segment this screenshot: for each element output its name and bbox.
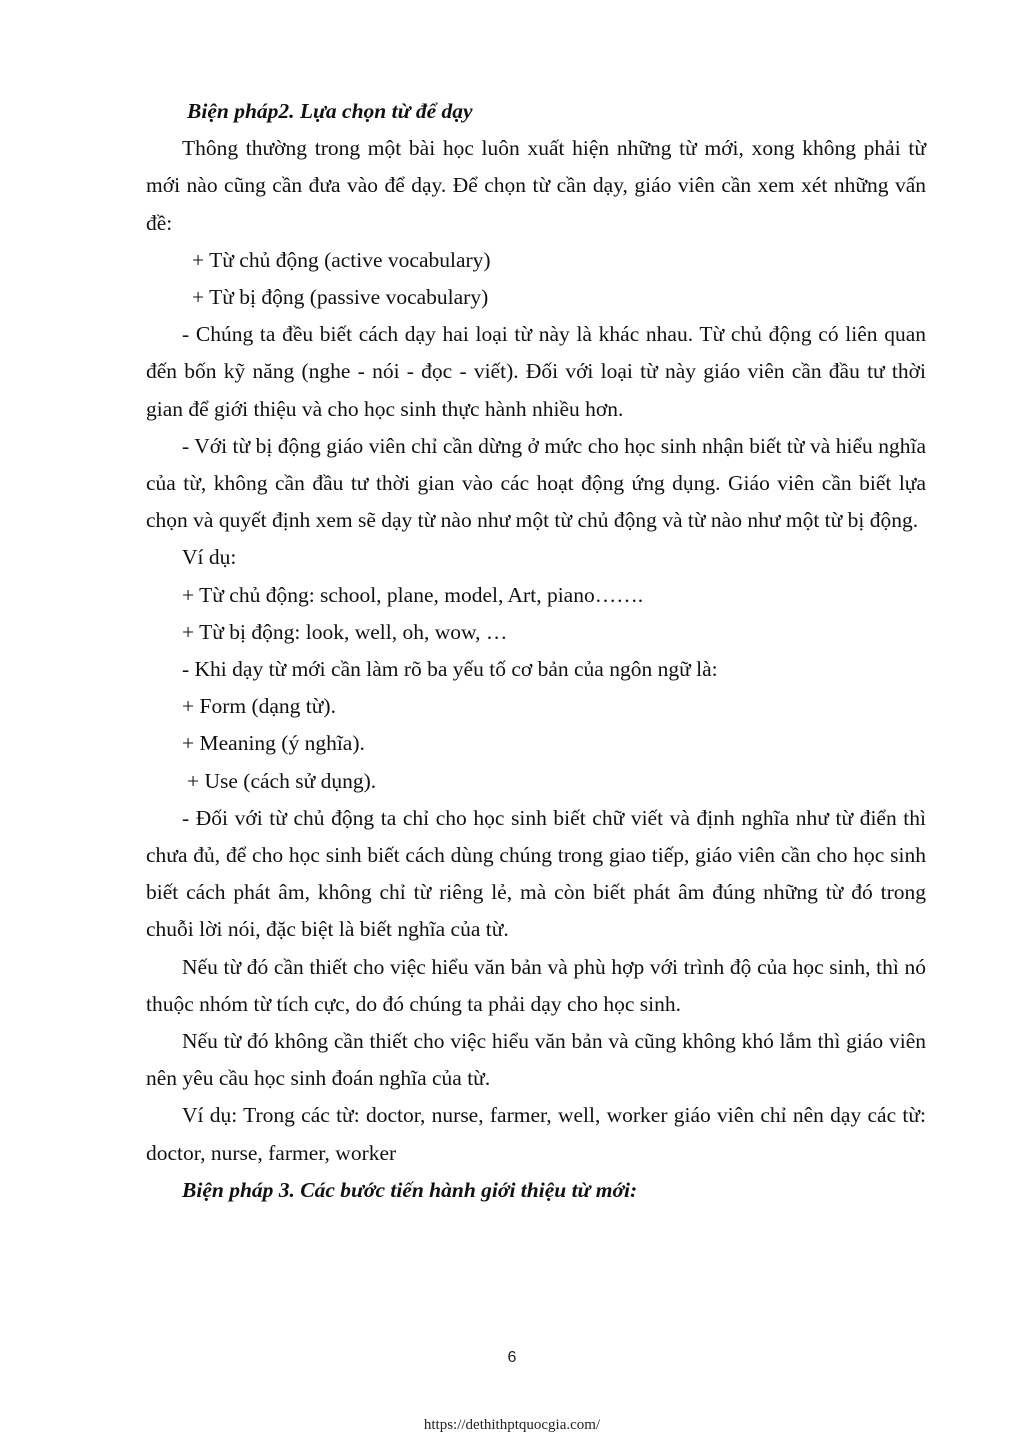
example-passive: + Từ bị động: look, well, oh, wow, … <box>182 619 508 644</box>
paragraph-6: Nếu từ đó cần thiết cho việc hiểu văn bản và phù hợp với trình độ của học sinh, thì nó thuộc nhóm từ tích cực, do đó chúng ta phải dạy cho học sinh. <box>146 954 926 1016</box>
example-active: + Từ chủ động: school, plane, model, Art, piano……. <box>182 582 644 607</box>
section-heading-3: Biện pháp 3. Các bước tiến hành giới thiệu từ mới: <box>182 1177 638 1202</box>
paragraph-5: - Đối với từ chủ động ta chỉ cho học sinh biết chữ viết và định nghĩa như từ điển thì chưa đủ, để cho học sinh biết cách dùng chúng trong giao tiếp, giáo viên cần cho học sinh biết cách phát âm, không chỉ từ riêng lẻ, mà còn biết phát âm đúng những từ đó trong chuỗi lời nói, đặc biệt là biết nghĩa của từ. <box>146 805 926 942</box>
paragraph-4: - Khi dạy từ mới cần làm rõ ba yếu tố cơ bản của ngôn ngữ là: <box>182 657 718 682</box>
paragraph-7: Nếu từ đó không cần thiết cho việc hiểu văn bản và cũng không khó lắm thì giáo viên nên yêu cầu học sinh đoán nghĩa của từ. <box>146 1029 926 1091</box>
paragraph-1: Thông thường trong một bài học luôn xuất hiện những từ mới, xong không phải từ mới nào cũng cần đưa vào để dạy. Để chọn từ cần dạy, giáo viên cần xem xét những vấn đề: <box>146 136 926 235</box>
paragraph-2: - Chúng ta đều biết cách dạy hai loại từ này là khác nhau. Từ chủ động có liên quan đến bốn kỹ năng (nghe - nói - đọc - viết). Đối với loại từ này giáo viên cần đầu tư thời gian để giới thiệu và cho học sinh thực hành nhiều hơn. <box>146 322 926 421</box>
footer-url: https://dethithptquocgia.com/ <box>423 1417 601 1433</box>
list-item-active: + Từ chủ động (active vocabulary) <box>192 247 491 272</box>
list-item-use: + Use (cách sử dụng). <box>187 768 377 793</box>
list-item-meaning: + Meaning (ý nghĩa). <box>182 731 365 756</box>
paragraph-3: - Với từ bị động giáo viên chỉ cần dừng ở mức cho học sinh nhận biết từ và hiểu nghĩa của từ, không cần đầu tư thời gian vào các hoạt động ứng dụng. Giáo viên cần biết lựa chọn và quyết định xem sẽ dạy từ nào như một từ chủ động và từ nào như một từ bị động. <box>146 433 926 533</box>
page-content <box>146 93 926 1209</box>
paragraph-8: Ví dụ: Trong các từ: doctor, nurse, farmer, well, worker giáo viên chỉ nên dạy các từ: doctor, nurse, farmer, worker <box>146 1103 926 1165</box>
list-item-form: + Form (dạng từ). <box>182 694 336 719</box>
page-number: 6 <box>507 1349 517 1366</box>
section-heading-2: Biện pháp2. Lựa chọn từ để dạy <box>187 99 473 123</box>
example-label: Ví dụ: <box>182 545 237 570</box>
list-item-passive: + Từ bị động (passive vocabulary) <box>192 285 489 310</box>
